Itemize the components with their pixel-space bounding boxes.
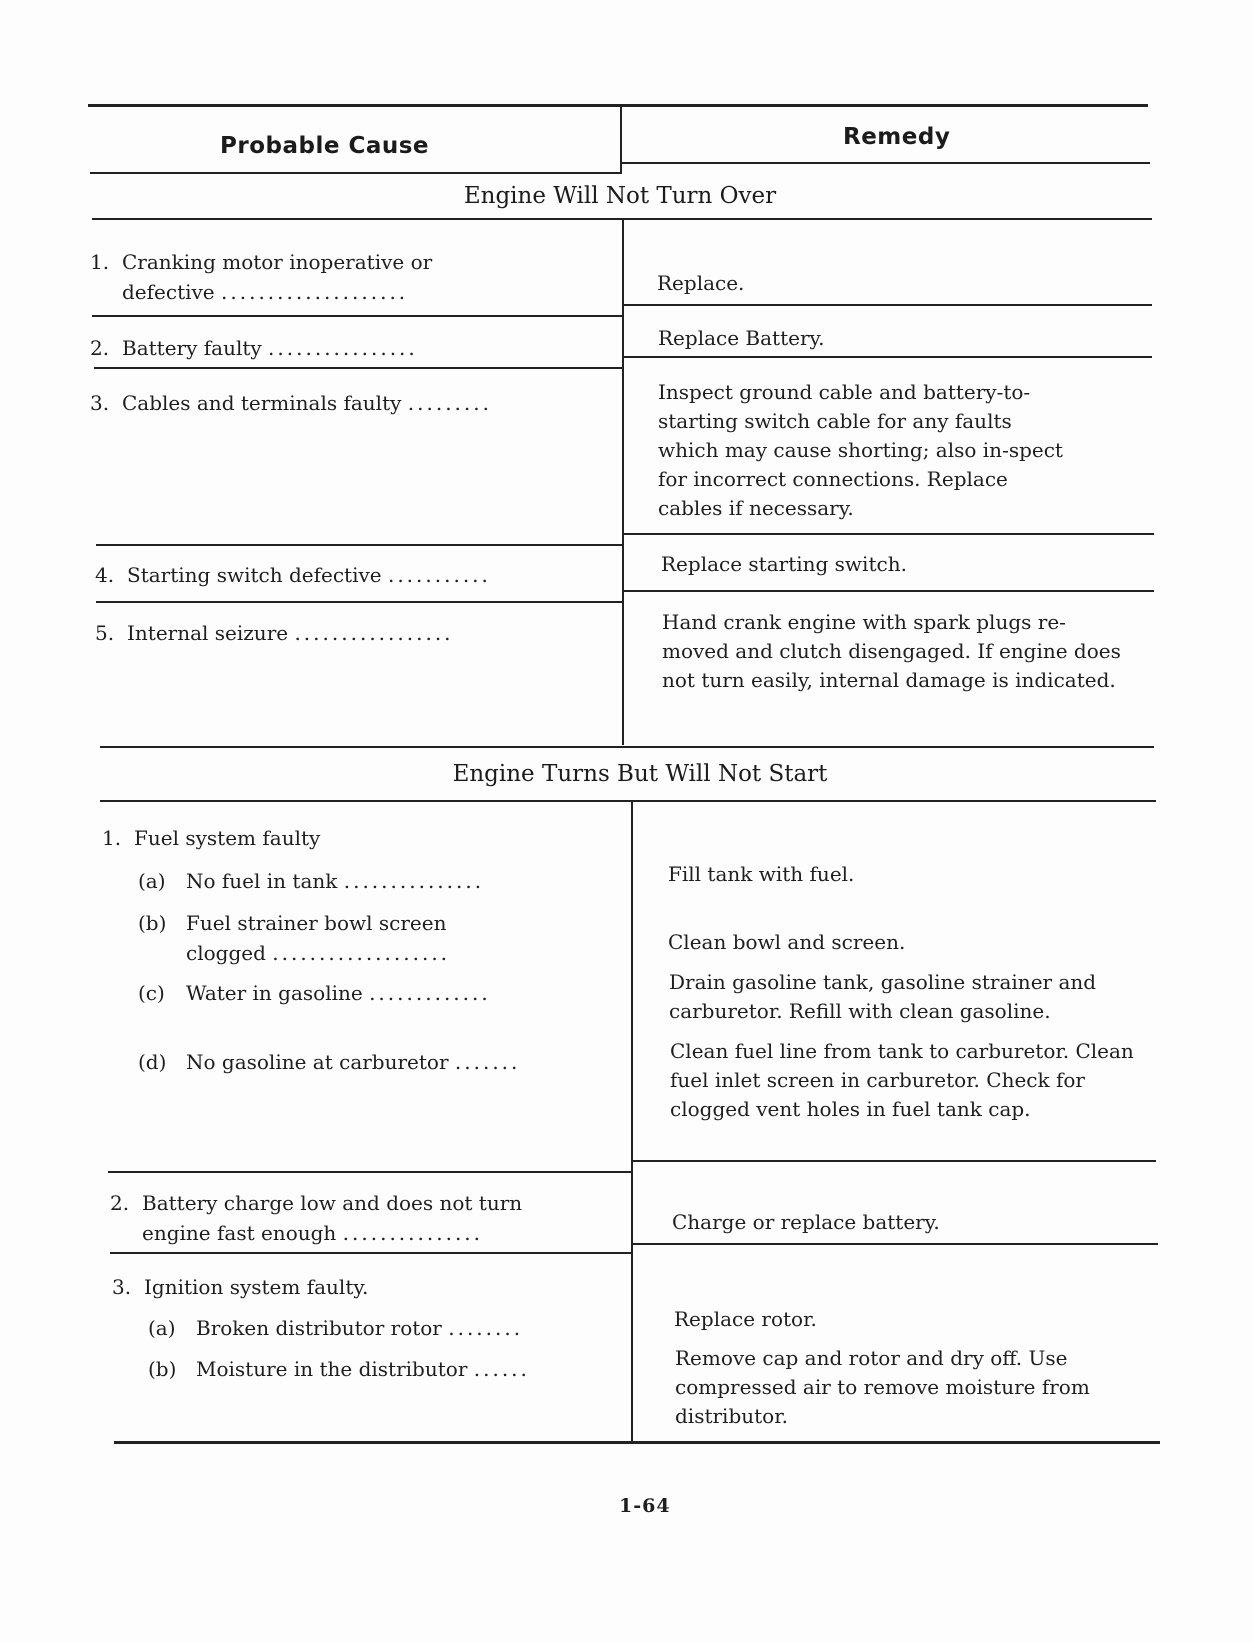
cause-fuel-system: 1. Fuel system faulty — [102, 826, 321, 850]
page-number: 1-64 — [619, 1495, 671, 1517]
section1-bottom-rule — [100, 746, 1154, 748]
header-remedy: Remedy — [843, 124, 951, 150]
header-probable-cause: Probable Cause — [220, 133, 430, 159]
section2-column-divider — [631, 801, 633, 1443]
header-bottom-rule-left — [90, 172, 622, 174]
cause-row-5: 5. Internal seizure ................. — [95, 621, 454, 645]
table-top-rule — [88, 104, 1148, 107]
table-bottom-rule — [114, 1441, 1160, 1444]
cause-fuel-c: (c) Water in gasoline ............. — [138, 981, 491, 1005]
remedy-battery-charge: Charge or replace battery. — [672, 1210, 940, 1234]
cause-battery-charge: 2. Battery charge low and does not turn engine fast enough ............... — [110, 1191, 523, 1245]
row-4-rule-left — [96, 601, 624, 603]
remedy-row-5: Hand crank engine with spark plugs re-moved and clutch disengaged. If engine does not turn easily, internal damage is indicated. — [662, 610, 1121, 692]
row-1-rule-right — [622, 304, 1152, 306]
section-title-engine-will-not-turn-over: Engine Will Not Turn Over — [463, 183, 777, 209]
row-1-rule-left — [92, 315, 624, 317]
section1-column-divider — [622, 219, 624, 745]
row-2-rule-right — [622, 356, 1152, 358]
row-3-rule-left — [96, 544, 624, 546]
remedy-ignition-b: Remove cap and rotor and dry off. Use compressed air to remove moisture from distributor. — [675, 1346, 1090, 1428]
cause-row-2: 2. Battery faulty ................ — [90, 336, 418, 360]
remedy-row-3: Inspect ground cable and battery-to-starting switch cable for any faults which may cause shorting; also in-spect for incorrect connections. Replace cables if necessary. — [658, 380, 1063, 520]
battery-rule-left — [110, 1252, 633, 1254]
cause-fuel-d: (d) No gasoline at carburetor ....... — [138, 1050, 521, 1074]
remedy-fuel-b: Clean bowl and screen. — [668, 930, 906, 954]
remedy-fuel-c: Drain gasoline tank, gasoline strainer and carburetor. Refill with clean gasoline. — [669, 970, 1097, 1023]
cause-ignition-system: 3. Ignition system faulty. — [112, 1275, 369, 1299]
remedy-fuel-a: Fill tank with fuel. — [668, 862, 855, 886]
remedy-row-2: Replace Battery. — [658, 326, 825, 350]
header-bottom-rule-right — [620, 162, 1150, 164]
cause-row-1: 1. Cranking motor inoperative or defective .................... — [90, 250, 433, 304]
remedy-row-4: Replace starting switch. — [661, 552, 907, 576]
row-3-rule-right — [622, 533, 1154, 535]
cause-fuel-b: (b) Fuel strainer bowl screen clogged ................... — [138, 911, 451, 965]
remedy-row-1: Replace. — [657, 271, 745, 295]
row-2-rule-left — [94, 367, 624, 369]
remedy-fuel-d: Clean fuel line from tank to carburetor. Clean fuel inlet screen in carburetor. Check for clogged vent holes in fuel tank cap. — [670, 1039, 1134, 1121]
fuel-rule-left — [108, 1171, 633, 1173]
cause-ignition-a: (a) Broken distributor rotor ........ — [148, 1316, 524, 1340]
cause-fuel-a: (a) No fuel in tank ............... — [138, 869, 485, 893]
row-4-rule-right — [622, 590, 1154, 592]
section2-rule — [100, 800, 1156, 802]
cause-row-3: 3. Cables and terminals faulty ......... — [90, 391, 492, 415]
fuel-rule-right — [631, 1160, 1156, 1162]
cause-row-4: 4. Starting switch defective ........... — [95, 563, 491, 587]
battery-rule-right — [631, 1243, 1158, 1245]
cause-ignition-b: (b) Moisture in the distributor ...... — [148, 1357, 530, 1381]
remedy-ignition-a: Replace rotor. — [674, 1307, 817, 1331]
section-title-engine-turns-but-will-not-start: Engine Turns But Will Not Start — [452, 761, 828, 787]
